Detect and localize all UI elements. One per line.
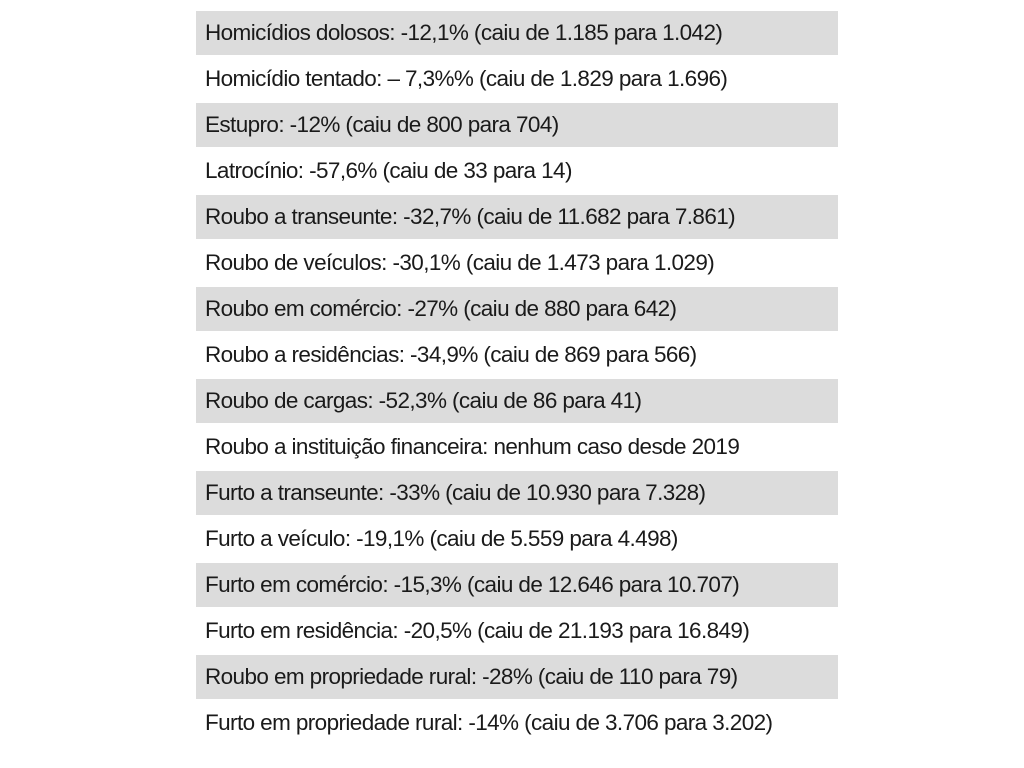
list-item-furto-a-transeunte: Furto a transeunte: -33% (caiu de 10.930 para 7.328) [196, 471, 838, 515]
list-item-homicidio-tentado: Homicídio tentado: – 7,3%% (caiu de 1.829 para 1.696) [196, 57, 838, 101]
list-item-estupro: Estupro: -12% (caiu de 800 para 704) [196, 103, 838, 147]
list-item-furto-em-propriedade-rural: Furto em propriedade rural: -14% (caiu de 3.706 para 3.202) [196, 701, 838, 745]
list-item-furto-em-residencia: Furto em residência: -20,5% (caiu de 21.193 para 16.849) [196, 609, 838, 653]
list-item-roubo-em-comercio: Roubo em comércio: -27% (caiu de 880 para 642) [196, 287, 838, 331]
list-item-roubo-em-propriedade-rural: Roubo em propriedade rural: -28% (caiu de 110 para 79) [196, 655, 838, 699]
list-item-roubo-a-residencias: Roubo a residências: -34,9% (caiu de 869 para 566) [196, 333, 838, 377]
list-item-roubo-de-cargas: Roubo de cargas: -52,3% (caiu de 86 para 41) [196, 379, 838, 423]
list-item-furto-em-comercio: Furto em comércio: -15,3% (caiu de 12.646 para 10.707) [196, 563, 838, 607]
list-item-roubo-a-instituicao-financeira: Roubo a instituição financeira: nenhum caso desde 2019 [196, 425, 838, 469]
crime-statistics-list [196, 11, 838, 747]
list-item-roubo-de-veiculos: Roubo de veículos: -30,1% (caiu de 1.473 para 1.029) [196, 241, 838, 285]
list-item-roubo-a-transeunte: Roubo a transeunte: -32,7% (caiu de 11.682 para 7.861) [196, 195, 838, 239]
list-item-latrocinio: Latrocínio: -57,6% (caiu de 33 para 14) [196, 149, 838, 193]
list-item-furto-a-veiculo: Furto a veículo: -19,1% (caiu de 5.559 para 4.498) [196, 517, 838, 561]
list-item-homicidios-dolosos: Homicídios dolosos: -12,1% (caiu de 1.185 para 1.042) [196, 11, 838, 55]
